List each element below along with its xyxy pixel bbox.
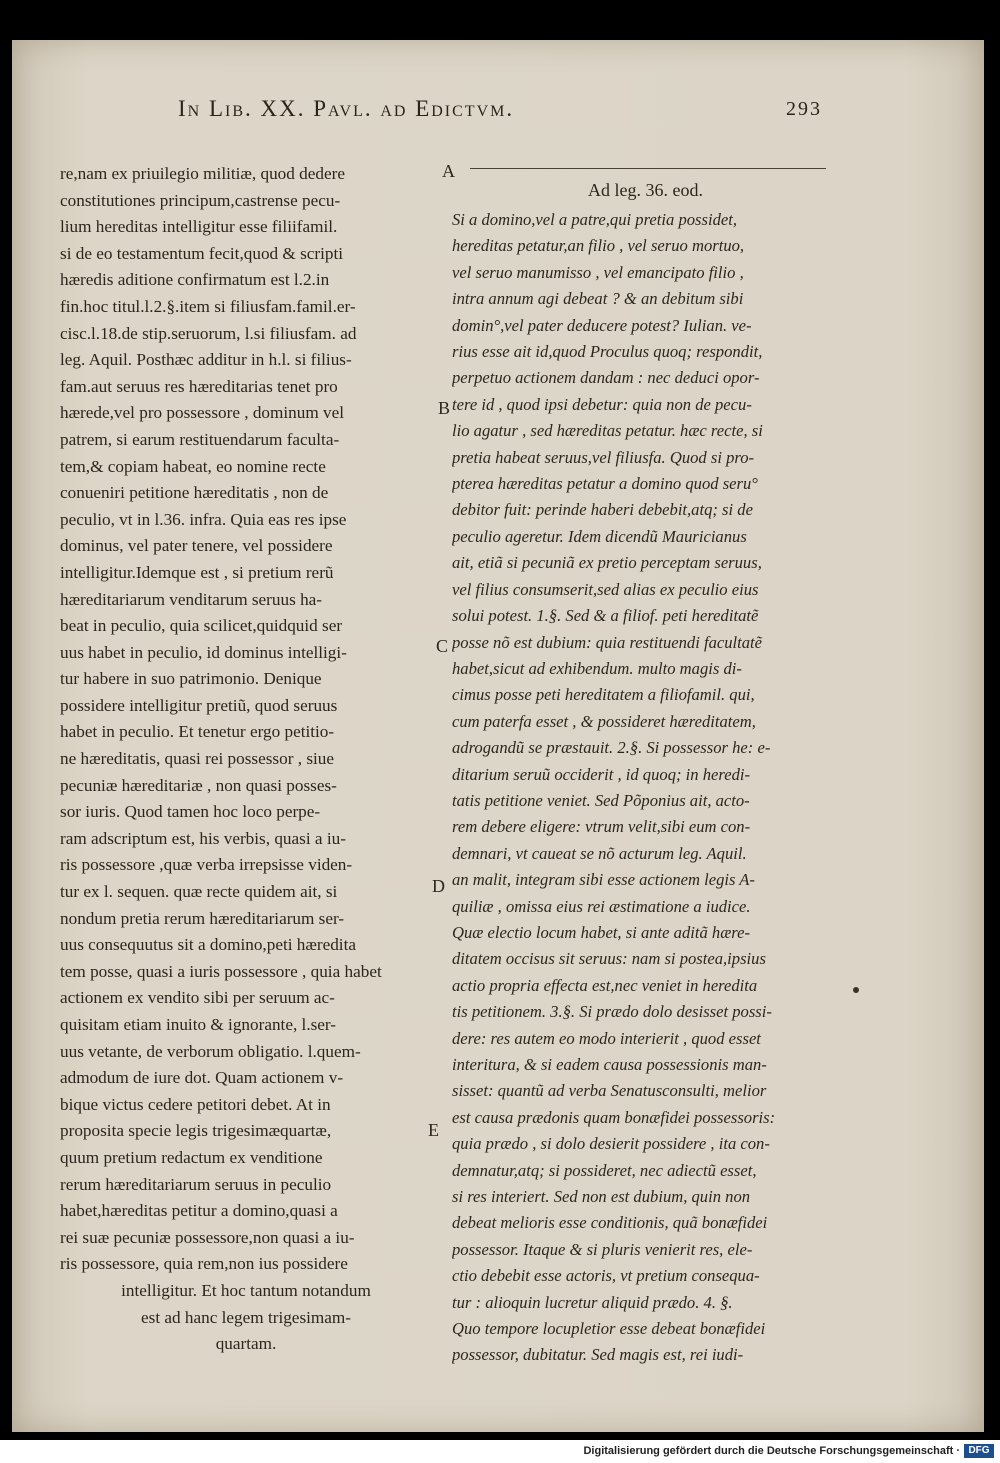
right-column-text: [452, 207, 828, 1369]
right-column-heading: Ad leg. 36. eod.: [588, 180, 703, 200]
left-column-line: quisitam etiam inuito & ignorante, l.ser-: [60, 1015, 337, 1034]
right-column-line: domin°,vel pater deducere potest? Iulian. ve-: [452, 315, 752, 335]
right-column-line: quia prædo , si dolo desierit possidere , ita con-: [452, 1134, 770, 1154]
right-column-line: Quo tempore locupletior esse debeat bonæfidei: [452, 1319, 766, 1339]
right-column-line: Quæ electio locum habet, si ante aditã hære-: [452, 922, 751, 942]
left-column-line: quum pretium redactum ex venditione: [60, 1147, 323, 1167]
right-column-line: debitor fuit: perinde haberi debebit,atq; si de: [452, 500, 753, 520]
right-column-line: possessor. Itaque & si pluris venierit res, ele-: [452, 1239, 753, 1259]
left-column-line: bique victus cedere petitori debet. At in: [60, 1094, 331, 1114]
left-column-line: patrem, si earum restituendarum faculta-: [60, 429, 340, 449]
left-column-line: tem,& copiam habeat, eo nomine recte: [60, 456, 326, 476]
right-column-line: quiliæ , omissa eius rei æstimatione a iudice.: [452, 896, 751, 916]
digitization-footer: [0, 1440, 1000, 1463]
left-column-line: hæreditariarum venditarum seruus ha-: [60, 589, 323, 609]
left-column-line: hæredis aditione confirmatum est l.2.in: [60, 270, 330, 290]
left-column-line: tem posse, quasi a iuris possessore , quia habet: [60, 961, 382, 981]
left-column-line: cisc.l.18.de stip.seruorum, l.si filiusfam. ad: [60, 323, 357, 343]
right-column-line: ait, etiã si pecuniã ex pretio perceptam seruus,: [452, 553, 762, 573]
right-column-line: est causa prædonis quam bonæfidei possessoris:: [452, 1107, 776, 1127]
left-column-line: sor iuris. Quod tamen hoc loco perpe-: [60, 802, 321, 822]
right-column-line: dere: res autem eo modo interierit , quod esset: [452, 1028, 761, 1048]
heading-rule: [470, 168, 826, 169]
section-marker-e: E: [428, 1120, 439, 1140]
right-column-line: vel filius consumserit,sed alias ex peculio eius: [452, 579, 759, 599]
section-marker-a: A: [442, 161, 455, 181]
section-marker-b: B: [438, 398, 451, 418]
left-column-text: [60, 161, 432, 1358]
left-column-line: possidere intelligitur pretiũ, quod seruus: [60, 695, 338, 715]
right-column-line: tatis petitione veniet. Sed Põponius ait, acto-: [452, 790, 750, 810]
right-column-line: tere id , quod ipsi debetur: quia non de pecu-: [452, 394, 752, 414]
right-column-line: ditarium seruũ occiderit , id quoq; in heredi-: [452, 764, 751, 784]
right-column-line: rem debere eligere: vtrum velit,sibi eum con-: [452, 817, 751, 837]
left-column-line: fin.hoc titul.l.2.§.item si filiusfam.famil.er-: [60, 296, 356, 316]
right-column-line: adrogandũ se præstauit. 2.§. Si possessor he: e-: [452, 738, 771, 758]
section-marker-d: D: [432, 876, 445, 896]
right-column-line: pterea hæreditas petatur a domino quod seru°: [452, 474, 758, 494]
left-column-line: uus consequutus sit a domino,peti hæredita: [60, 935, 356, 955]
left-column-line: fam.aut seruus res hæreditarias tenet pro: [60, 376, 338, 396]
right-column-line: tis petitionem. 3.§. Si prædo dolo desisset possi-: [452, 1002, 772, 1022]
left-column-line: est ad hanc legem trigesimam-: [141, 1307, 351, 1327]
right-column-line: ditatem occisus sit seruus: nam si postea,ipsius: [452, 949, 766, 969]
left-column-line: ne hæreditatis, quasi rei possessor , siue: [60, 749, 335, 769]
left-column-line: intelligitur. Et hoc tantum notandum: [121, 1280, 371, 1300]
left-column-line: lium hereditas intelligitur esse filiifamil.: [60, 217, 338, 237]
dfg-logo: DFG: [964, 1444, 994, 1458]
left-column-line: beat in peculio, quia scilicet,quidquid ser: [60, 616, 343, 636]
right-column-line: an malit, integram sibi esse actionem legis A-: [452, 870, 755, 890]
right-column-line: cum paterfa esset , & possideret hæreditatem,: [452, 711, 756, 731]
left-column-line: intelligitur.Idemque est , si pretium rerũ: [60, 562, 334, 582]
right-column-line: possessor, dubitatur. Sed magis est, rei iudi-: [452, 1345, 744, 1365]
left-column-line: actionem ex vendito sibi per seruum ac-: [60, 988, 335, 1008]
right-column-line: lio agatur , sed hæreditas petatur. hæc recte, si: [452, 421, 763, 441]
left-column-line: uus habet in peculio, id dominus intelligi-: [60, 642, 347, 662]
right-column-line: debeat melioris esse conditionis, quã bonæfidei: [452, 1213, 768, 1233]
right-column-line: pretia habeat seruus,vel filiusfa. Quod si pro-: [452, 447, 755, 467]
right-column-line: si res interiert. Sed non est dubium, quin non: [452, 1187, 751, 1207]
left-column-line: re,nam ex priuilegio militiæ, quod dedere: [60, 164, 345, 183]
funding-note: Digitalisierung gefördert durch die Deutsche Forschungsgemeinschaft ·: [583, 1445, 960, 1457]
left-column-line: nondum pretia rerum hæreditariarum ser-: [60, 908, 345, 928]
left-column-line: hærede,vel pro possessore , dominum vel: [60, 403, 345, 423]
right-column-line: ctio debebit esse actoris, vt pretium consequa-: [452, 1266, 760, 1286]
left-column-line: constitutiones principum,castrense pecu-: [60, 190, 341, 210]
right-column-line: Si a domino,vel a patre,qui pretia possidet,: [452, 210, 737, 229]
left-column-line: dominus, vel pater tenere, vel possidere: [60, 536, 333, 556]
left-column-line: uus vetante, de verborum obligatio. l.quem-: [60, 1041, 361, 1061]
right-column-line: solui potest. 1.§. Sed & a filiof. peti hereditatẽ: [452, 606, 759, 626]
right-column-line: demnatur,atq; si possideret, nec adiectũ esset,: [452, 1160, 757, 1180]
right-column-line: rius esse ait id,quod Proculus quoq; respondit,: [452, 342, 763, 362]
left-column-line: habet in peculio. Et tenetur ergo petitio-: [60, 722, 335, 742]
left-column-line: conueniri petitione hæreditatis , non de: [60, 483, 329, 503]
left-column-line: admodum de iure dot. Quam actionem v-: [60, 1068, 344, 1088]
right-column-line: habet,sicut ad exhibendum. multo magis di-: [452, 658, 742, 678]
right-column-line: sisset: quantũ ad verba Senatusconsulti, melior: [452, 1081, 767, 1101]
left-column-line: quartam.: [215, 1334, 277, 1354]
margin-dot: [853, 987, 859, 993]
right-column-line: demnari, vt caueat se nõ acturum leg. Aquil.: [452, 843, 747, 863]
left-column-line: rei suæ pecuniæ possessore,non quasi a iu-: [60, 1227, 355, 1247]
left-column-line: tur ex l. sequen. quæ recte quidem ait, si: [60, 882, 338, 902]
left-column-line: rerum hæreditariarum seruus in peculio: [60, 1174, 332, 1194]
left-column-line: ris possessore ,quæ verba irrepsisse viden-: [60, 855, 353, 875]
left-column-line: tur habere in suo patrimonio. Denique: [60, 669, 322, 689]
right-column-line: tur : alioquin lucretur aliquid prædo. 4. §.: [452, 1292, 733, 1312]
left-column-line: leg. Aquil. Posthæc additur in h.l. si filius-: [60, 350, 352, 370]
right-column-line: peculio ageretur. Idem dicendũ Mauricianus: [452, 526, 747, 546]
right-column-line: intra annum agi debeat ? & an debitum sibi: [452, 289, 744, 309]
left-column-line: ram adscriptum est, his verbis, quasi a iu-: [60, 828, 346, 848]
left-column-line: si de eo testamentum fecit,quod & scripti: [60, 243, 344, 263]
right-column-line: actio propria effecta est,nec veniet in heredita: [452, 975, 758, 995]
page-number: 293: [786, 98, 822, 120]
left-column-line: habet,hæreditas petitur a domino,quasi a: [60, 1201, 338, 1221]
header-title: In Lib. XX. Pavl. ad Edictvm.: [178, 96, 515, 121]
right-column-line: vel seruo manumisso , vel emancipato filio ,: [452, 262, 744, 282]
left-column-line: proposita specie legis trigesimæquartæ,: [60, 1121, 332, 1141]
right-column-line: interitura, & si eadem causa possessionis man-: [452, 1055, 767, 1074]
right-column-line: cimus posse peti hereditatem a filiofamil. qui,: [452, 685, 755, 705]
left-column-line: pecuniæ hæreditariæ , non quasi posses-: [60, 775, 337, 795]
right-column-line: posse nõ est dubium: quia restituendi facultatẽ: [452, 632, 763, 652]
right-column-line: perpetuo actionem dandam : nec deduci opor-: [452, 368, 760, 388]
left-column-line: peculio, vt in l.36. infra. Quia eas res ipse: [60, 509, 347, 529]
section-marker-c: C: [436, 636, 449, 656]
right-column-line: hereditas petatur,an filio , vel seruo mortuo,: [452, 236, 745, 256]
left-column-line: ris possessore, quia rem,non ius possidere: [60, 1254, 348, 1274]
